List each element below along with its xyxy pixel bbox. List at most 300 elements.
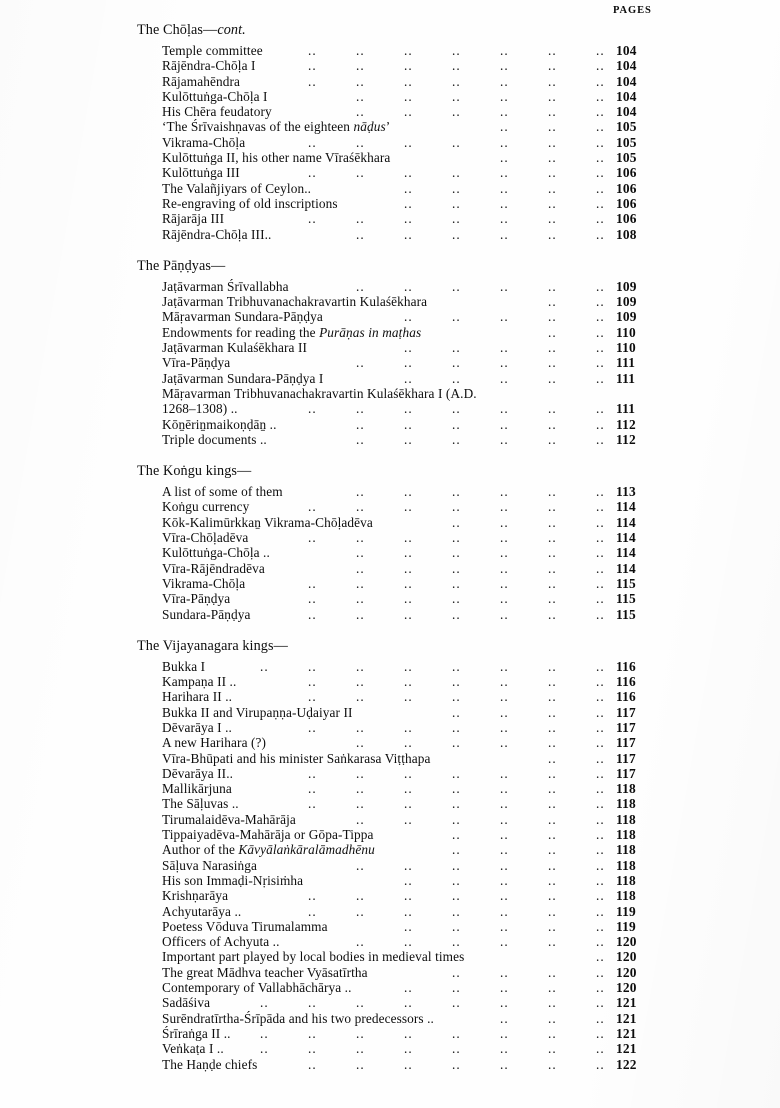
dot-leader-mark: .. (500, 796, 509, 812)
dot-leader-mark: .. (356, 575, 365, 591)
dot-leader-mark: .. (548, 735, 557, 751)
section-title (137, 20, 780, 40)
toc-entry-label (162, 181, 311, 196)
toc-entry[interactable] (0, 530, 780, 545)
toc-entry[interactable] (0, 735, 780, 750)
dot-leader-mark: .. (548, 530, 557, 546)
toc-entry-label-text: Rājēndra-Chōḷa I (162, 58, 256, 74)
toc-entry[interactable] (0, 720, 780, 735)
dot-leader-mark: .. (356, 674, 365, 690)
toc-entry-label-text: Māṛavarman Sundara-Pāṇḍya (162, 309, 323, 325)
dot-leader-mark: .. (500, 88, 509, 104)
toc-entry-label-italic: nāḍus (353, 119, 386, 135)
toc-entry[interactable] (0, 1057, 780, 1072)
toc-entry[interactable] (0, 934, 780, 949)
dot-leader-mark: .. (356, 735, 365, 751)
dot-leader-mark: .. (452, 872, 461, 888)
section-entries (0, 279, 780, 447)
toc-entry-label (162, 965, 368, 980)
toc-entry-label (162, 751, 431, 766)
toc-entry-label (162, 325, 421, 340)
toc-entry-label (162, 561, 265, 576)
toc-entry-label (162, 781, 232, 796)
dot-leader-mark: .. (548, 888, 557, 904)
dot-leader-mark: .. (500, 827, 509, 843)
dot-leader-mark: .. (308, 401, 317, 417)
dot-leader-mark: .. (308, 530, 317, 546)
toc-entry[interactable] (0, 165, 780, 180)
dot-leader-mark: .. (356, 857, 365, 873)
dot-leader-mark: .. (308, 719, 317, 735)
dot-leader-mark: .. (452, 499, 461, 515)
toc-entry-label (162, 812, 296, 827)
toc-entry-page-number: 114 (616, 499, 636, 515)
dot-leader-mark: .. (308, 995, 317, 1011)
dot-leader-mark: .. (500, 165, 509, 181)
toc-entry-page-number: 106 (616, 211, 637, 227)
dot-leader-mark: .. (596, 888, 605, 904)
toc-entry-label (162, 227, 271, 242)
dot-leader-mark: .. (548, 796, 557, 812)
dot-leader-mark: .. (404, 530, 413, 546)
toc-entry-page-number: 118 (616, 811, 636, 827)
dot-leader-mark: .. (308, 606, 317, 622)
toc-entry[interactable] (0, 432, 780, 447)
dot-leader-mark: .. (452, 842, 461, 858)
dot-leader-mark: .. (356, 530, 365, 546)
dot-leader-mark: .. (500, 484, 509, 500)
dot-leader-mark: .. (404, 278, 413, 294)
dot-leader-mark: .. (548, 211, 557, 227)
dot-leader-mark: .. (548, 918, 557, 934)
toc-entry[interactable] (0, 74, 780, 89)
toc-entry-page-number: 118 (616, 781, 636, 797)
dot-leader-mark: .. (548, 689, 557, 705)
dot-leader-mark: .. (596, 949, 605, 965)
toc-entry-label-text: Tippaiyadēva-Mahārāja or Gōpa-Tippa (162, 827, 374, 843)
toc-entry-label-text: Kulōttuṅga II, his other name Vīraśēkhara (162, 150, 391, 166)
toc-entry-label-text: Vīra-Chōḷadēva (162, 530, 249, 546)
dot-leader-mark: .. (500, 401, 509, 417)
dot-leader-mark: .. (596, 575, 605, 591)
dot-leader-mark: .. (548, 606, 557, 622)
dot-leader-mark: .. (452, 575, 461, 591)
toc-entry-label-text: His Chēra feudatory (162, 104, 272, 120)
dot-leader-mark: .. (548, 1025, 557, 1041)
toc-entry[interactable] (0, 705, 780, 720)
toc-entry-label (162, 417, 277, 432)
dot-leader-mark: .. (404, 370, 413, 386)
toc-entry[interactable] (0, 873, 780, 888)
toc-entry-label (162, 796, 239, 811)
dot-leader-mark: .. (596, 401, 605, 417)
toc-entry[interactable] (0, 371, 780, 386)
dot-leader-mark: .. (500, 811, 509, 827)
dot-leader-mark: .. (596, 1010, 605, 1026)
dot-leader-mark: .. (452, 980, 461, 996)
dot-leader-mark: .. (356, 719, 365, 735)
dot-leader-mark: .. (356, 73, 365, 89)
dot-leader-mark: .. (404, 735, 413, 751)
dot-leader-mark: .. (548, 150, 557, 166)
toc-entry-label-text: Kulōttuṅga-Chōḷa .. (162, 545, 270, 561)
dot-leader-mark: .. (452, 484, 461, 500)
toc-entry-page-number: 111 (616, 401, 636, 417)
toc-entry-label-text: Jaṭāvarman Śrīvallabha (162, 278, 289, 294)
dot-leader-mark: .. (356, 591, 365, 607)
dot-leader-mark: .. (548, 842, 557, 858)
dot-leader-mark: .. (500, 842, 509, 858)
toc-entry[interactable] (0, 796, 780, 811)
toc-entry[interactable] (0, 995, 780, 1010)
toc-entry[interactable] (0, 150, 780, 165)
toc-entry-label-text: ‘The Śrīvaishṇavas of the eighteen (162, 119, 354, 135)
toc-entry-page-number: 104 (616, 88, 637, 104)
dot-leader-mark: .. (356, 1041, 365, 1057)
dot-leader-mark: .. (596, 43, 605, 58)
toc-entry-page-number: 109 (616, 278, 637, 294)
dot-leader-mark: .. (548, 719, 557, 735)
toc-entry-label (162, 43, 263, 58)
dot-leader-mark: .. (356, 765, 365, 781)
toc-entry[interactable] (0, 89, 780, 104)
dot-leader-mark: .. (500, 278, 509, 294)
toc-entry-page-number: 117 (616, 750, 636, 766)
dot-leader-mark: .. (452, 134, 461, 150)
dot-leader-mark: .. (500, 781, 509, 797)
dot-leader-mark: .. (404, 73, 413, 89)
toc-entry[interactable] (0, 484, 780, 499)
dot-leader-mark: .. (404, 484, 413, 500)
dot-leader-mark: .. (452, 165, 461, 181)
toc-entry-label-text: A new Harihara (?) (162, 735, 267, 751)
dot-leader-mark: .. (404, 872, 413, 888)
dot-leader-mark: .. (500, 73, 509, 89)
toc-entry[interactable] (0, 325, 780, 340)
dot-leader-mark: .. (308, 591, 317, 607)
dot-leader-mark: .. (404, 499, 413, 515)
dot-leader-mark: .. (404, 309, 413, 325)
toc-entry-label-text: Kampaṇa II .. (162, 674, 237, 690)
toc-entry-page-number: 118 (616, 872, 636, 888)
dot-leader-mark: .. (596, 658, 605, 674)
dot-leader-mark: .. (500, 658, 509, 674)
toc-entry[interactable] (0, 135, 780, 150)
toc-entry-label-text: Vīra-Bhūpati and his minister Saṅkarasa Viṭṭhapa (162, 750, 431, 766)
toc-entry-page-number: 112 (616, 431, 636, 447)
dot-leader-mark: .. (452, 545, 461, 561)
toc-entry-page-number: 115 (616, 591, 636, 607)
toc-entry[interactable] (0, 689, 780, 704)
toc-entry[interactable] (0, 888, 780, 903)
dot-leader-mark: .. (404, 591, 413, 607)
toc-entry-label (162, 607, 251, 622)
dot-leader-mark: .. (404, 58, 413, 74)
dot-leader-mark: .. (500, 514, 509, 530)
dot-leader-mark: .. (596, 73, 605, 89)
dot-leader-mark: .. (452, 888, 461, 904)
dot-leader-mark: .. (596, 431, 605, 447)
toc-section (0, 461, 780, 622)
dot-leader-mark: .. (596, 750, 605, 766)
dot-leader-mark: .. (500, 530, 509, 546)
dot-leader-mark: .. (404, 134, 413, 150)
toc-entry[interactable] (0, 576, 780, 591)
toc-entry-page-number: 104 (616, 73, 637, 89)
toc-entry-label-text: Rājarāja III (162, 211, 225, 227)
toc-entry-label-text: Vikrama-Chōḷa (162, 575, 246, 591)
dot-leader-mark: .. (308, 888, 317, 904)
toc-entry[interactable] (0, 980, 780, 995)
toc-entry[interactable] (0, 919, 780, 934)
toc-entry-label-text: Triple documents .. (162, 431, 267, 447)
toc-entry[interactable] (0, 181, 780, 196)
dot-leader-mark: .. (356, 606, 365, 622)
section-entries (0, 484, 780, 622)
dot-leader-mark: .. (596, 195, 605, 211)
dot-leader-mark: .. (548, 934, 557, 950)
dot-leader-mark: .. (596, 226, 605, 242)
dot-leader-mark: .. (356, 355, 365, 371)
dot-leader-mark: .. (596, 811, 605, 827)
dot-leader-mark: .. (308, 58, 317, 74)
dot-leader-mark: .. (308, 134, 317, 150)
toc-entry-label-text: Sāḷuva Narasiṅga (162, 857, 258, 873)
toc-entry[interactable] (0, 1026, 780, 1041)
dot-leader-mark: .. (548, 872, 557, 888)
dot-leader-mark: .. (596, 309, 605, 325)
dot-leader-mark: .. (452, 226, 461, 242)
dot-leader-mark: .. (308, 781, 317, 797)
dot-leader-mark: .. (548, 781, 557, 797)
dot-leader-mark: .. (260, 1025, 269, 1041)
toc-entry[interactable] (0, 561, 780, 576)
dot-leader-mark: .. (596, 211, 605, 227)
dot-leader-mark: .. (596, 370, 605, 386)
toc-entry[interactable] (0, 355, 780, 370)
dot-leader-mark: .. (404, 606, 413, 622)
toc-entry[interactable] (0, 659, 780, 674)
toc-entry[interactable] (0, 58, 780, 73)
toc-entry[interactable] (0, 766, 780, 781)
toc-entry[interactable] (0, 43, 780, 58)
toc-entry[interactable] (0, 812, 780, 827)
section-entries (0, 659, 780, 1072)
dot-leader-mark: .. (452, 689, 461, 705)
dot-leader-mark: .. (596, 180, 605, 196)
dot-leader-mark: .. (500, 104, 509, 120)
dot-leader-mark: .. (404, 211, 413, 227)
toc-entry[interactable] (0, 545, 780, 560)
dot-leader-mark: .. (452, 416, 461, 432)
dot-leader-mark: .. (596, 119, 605, 135)
dot-leader-mark: .. (356, 278, 365, 294)
dot-leader-mark: .. (356, 934, 365, 950)
toc-entry[interactable] (0, 515, 780, 530)
dot-leader-mark: .. (308, 796, 317, 812)
dot-leader-mark: .. (596, 165, 605, 181)
toc-entry-label-text: Kōk-Kalimūrkkaṉ Vikrama-Chōḷadēva (162, 514, 373, 530)
dot-leader-mark: .. (404, 1056, 413, 1072)
dot-leader-mark: .. (548, 431, 557, 447)
toc-entry[interactable] (0, 401, 780, 416)
toc-entry[interactable] (0, 417, 780, 432)
dot-leader-mark: .. (596, 995, 605, 1011)
dot-leader-mark: .. (452, 431, 461, 447)
toc-entry[interactable] (0, 1041, 780, 1056)
toc-entry-label (162, 165, 240, 180)
toc-entry-label-text: Vīra-Pāṇḍya (162, 355, 231, 371)
toc-entry-label (162, 1026, 231, 1041)
toc-entry-page-number: 114 (616, 545, 636, 561)
dot-leader-mark: .. (548, 484, 557, 500)
dot-leader-mark: .. (500, 211, 509, 227)
dot-leader-mark: .. (356, 781, 365, 797)
toc-entry-label-text: Re-engraving of old inscriptions (162, 195, 338, 211)
toc-entry[interactable] (0, 499, 780, 514)
dot-leader-mark: .. (452, 88, 461, 104)
toc-entry[interactable] (0, 340, 780, 355)
toc-entry-page-number: 117 (616, 735, 636, 751)
toc-entry-page-number: 118 (616, 827, 636, 843)
dot-leader-mark: .. (548, 674, 557, 690)
toc-entry[interactable] (0, 294, 780, 309)
dot-leader-mark: .. (452, 903, 461, 919)
table-of-contents (0, 20, 780, 1072)
toc-entry[interactable] (0, 751, 780, 766)
toc-entry[interactable] (0, 386, 780, 401)
dot-leader-mark: .. (260, 995, 269, 1011)
dot-leader-mark: .. (452, 180, 461, 196)
toc-entry-page-number: 118 (616, 857, 636, 873)
dot-leader-mark: .. (500, 416, 509, 432)
dot-leader-mark: .. (308, 903, 317, 919)
dot-leader-mark: .. (500, 150, 509, 166)
dot-leader-mark: .. (500, 119, 509, 135)
dot-leader-mark: .. (548, 575, 557, 591)
dot-leader-mark: .. (404, 545, 413, 561)
dot-leader-mark: .. (548, 545, 557, 561)
toc-entry[interactable] (0, 1011, 780, 1026)
toc-entry[interactable] (0, 949, 780, 964)
toc-entry[interactable] (0, 842, 780, 857)
toc-entry[interactable] (0, 965, 780, 980)
toc-entry-page-number: 111 (616, 355, 636, 371)
toc-entry-page-number: 120 (616, 980, 637, 996)
dot-leader-mark: .. (452, 530, 461, 546)
dot-leader-mark: .. (596, 857, 605, 873)
toc-entry[interactable] (0, 674, 780, 689)
dot-leader-mark: .. (548, 416, 557, 432)
dot-leader-mark: .. (452, 370, 461, 386)
dot-leader-mark: .. (404, 857, 413, 873)
toc-section (0, 256, 780, 447)
dot-leader-mark: .. (404, 980, 413, 996)
dot-leader-mark: .. (404, 43, 413, 58)
toc-entry[interactable] (0, 591, 780, 606)
toc-entry-label (162, 401, 238, 416)
toc-entry-label-text: Kōṉēriṉmaikoṇḍāṉ .. (162, 416, 277, 432)
toc-entry-label-italic: Purāṇas in maṭhas (319, 324, 422, 340)
dot-leader-mark: .. (548, 1056, 557, 1072)
toc-entry[interactable] (0, 104, 780, 119)
toc-entry-label-text: A list of some of them (162, 484, 283, 500)
dot-leader-mark: .. (596, 872, 605, 888)
toc-entry-label (162, 1041, 224, 1056)
toc-entry[interactable] (0, 196, 780, 211)
dot-leader-mark: .. (500, 1041, 509, 1057)
dot-leader-mark: .. (548, 1010, 557, 1026)
dot-leader-mark: .. (404, 165, 413, 181)
dot-leader-mark: .. (308, 1025, 317, 1041)
dot-leader-mark: .. (548, 704, 557, 720)
dot-leader-mark: .. (548, 401, 557, 417)
dot-leader-mark: .. (548, 827, 557, 843)
dot-leader-mark: .. (596, 278, 605, 294)
toc-entry-label-text: Achyutarāya .. (162, 903, 242, 919)
toc-entry-page-number: 105 (616, 119, 637, 135)
toc-entry-label-text: Māṛavarman Tribhuvanachakravartin Kulaśēkhara I (A.D. (162, 385, 477, 401)
dot-leader-mark: .. (404, 416, 413, 432)
toc-entry[interactable] (0, 827, 780, 842)
toc-entry[interactable] (0, 119, 780, 134)
toc-entry[interactable] (0, 211, 780, 226)
dot-leader-mark: .. (308, 499, 317, 515)
toc-entry-label (162, 735, 266, 750)
toc-entry-page-number: 121 (616, 1025, 637, 1041)
toc-entry[interactable] (0, 781, 780, 796)
dot-leader-mark: .. (356, 499, 365, 515)
toc-entry-label-text: Sadāśiva (162, 995, 211, 1011)
dot-leader-mark: .. (452, 1041, 461, 1057)
toc-entry[interactable] (0, 858, 780, 873)
toc-entry[interactable] (0, 309, 780, 324)
dot-leader-mark: .. (356, 903, 365, 919)
dot-leader-mark: .. (596, 324, 605, 340)
toc-entry-page-number: 114 (616, 514, 636, 530)
toc-entry[interactable] (0, 227, 780, 242)
dot-leader-mark: .. (308, 1041, 317, 1057)
dot-leader-mark: .. (548, 324, 557, 340)
toc-entry-label (162, 873, 303, 888)
section-title (137, 461, 780, 481)
dot-leader-mark: .. (452, 964, 461, 980)
dot-leader-mark: .. (260, 1041, 269, 1057)
dot-leader-mark: .. (500, 180, 509, 196)
dot-leader-mark: .. (404, 934, 413, 950)
toc-entry-label (162, 211, 224, 226)
toc-entry-page-number: 112 (616, 416, 636, 432)
toc-entry-label-text: Rājamahēndra (162, 73, 240, 89)
dot-leader-mark: .. (596, 918, 605, 934)
toc-entry[interactable] (0, 904, 780, 919)
dot-leader-mark: .. (308, 689, 317, 705)
toc-entry-label (162, 919, 328, 934)
dot-leader-mark: .. (596, 530, 605, 546)
toc-entry-label (162, 888, 228, 903)
toc-entry[interactable] (0, 607, 780, 622)
dot-leader-mark: .. (452, 704, 461, 720)
toc-entry-label-text: Jaṭāvarman Kulaśēkhara II (162, 340, 307, 356)
toc-entry-label (162, 904, 241, 919)
toc-entry-page-number: 116 (616, 689, 636, 705)
dot-leader-mark: .. (404, 781, 413, 797)
dot-leader-mark: .. (596, 689, 605, 705)
toc-entry[interactable] (0, 279, 780, 294)
toc-entry-label-text: Bukka II and Virupaṇṇa-Uḍaiyar II (162, 704, 353, 720)
dot-leader-mark: .. (548, 309, 557, 325)
toc-entry-label (162, 858, 257, 873)
